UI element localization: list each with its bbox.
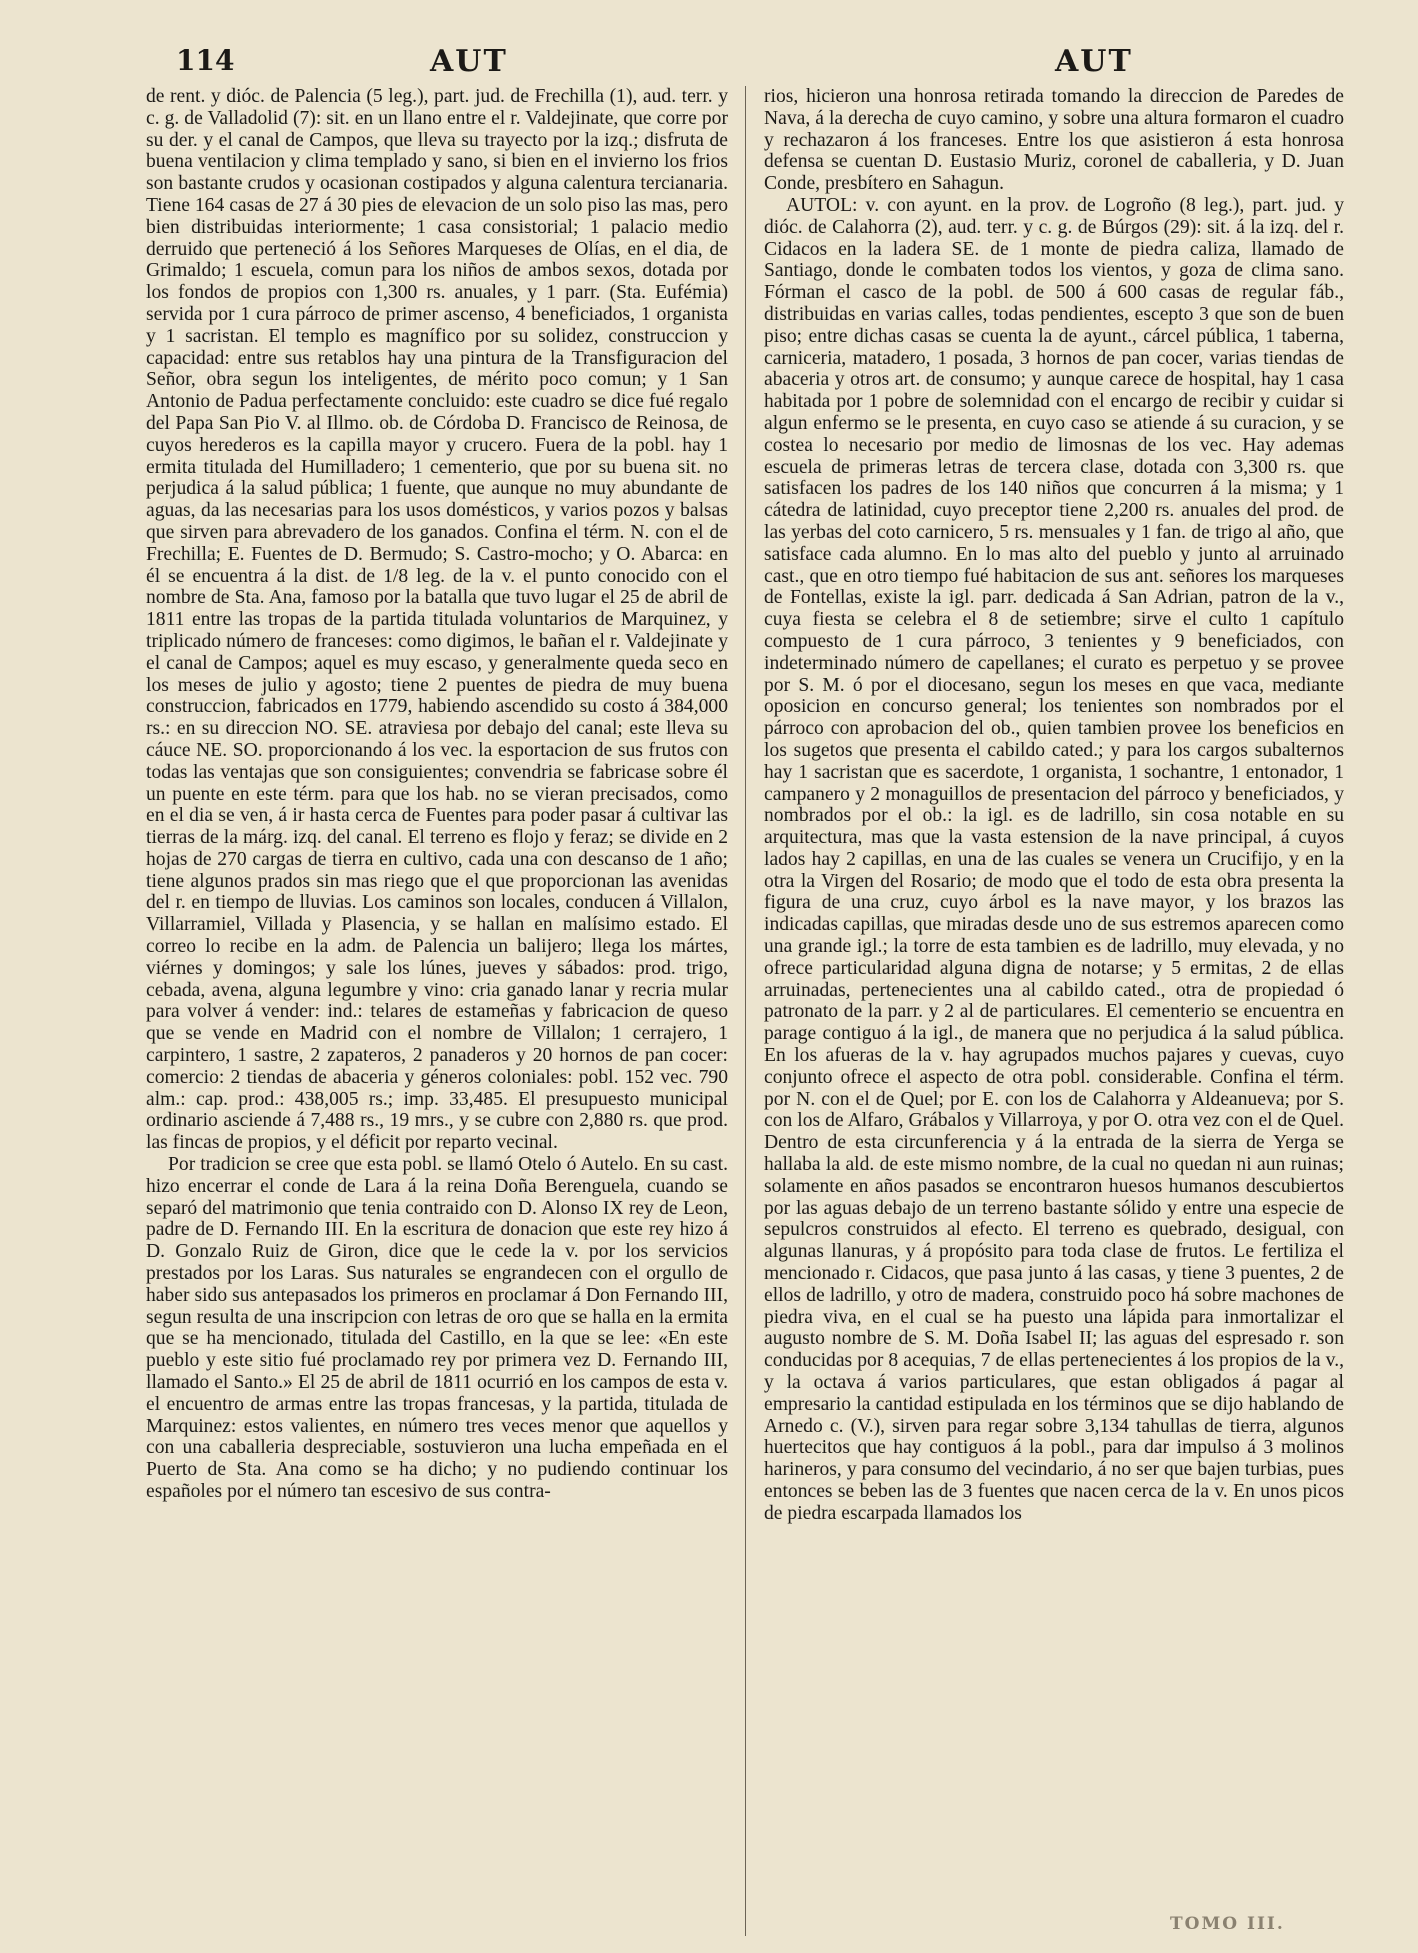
column-divider bbox=[745, 86, 746, 1936]
paragraph: Por tradicion se cree que esta pobl. se llamó Otelo ó Autelo. En su cast. hizo encerrar el conde de Lara á la reina Doña Berenguela, cuando se separó del matrimonio que tenia contraido con D. Alonso IX rey de Leon, padre de D. Fernando III. En la escritura de donacion que este rey hizo á D. Gonzalo Ruiz de Giron, dice que le cede la v. por los servicios prestados por los Laras. Sus naturales se engrandecen con el orgullo de haber sido sus antepasados los primeros en proclamar á Don Fernando III, segun resulta de una inscripcion con letras de oro que se halla en la ermita que se ha mencionado, titulada del Castillo, en la que se lee: «En este pueblo y este sitio fué proclamado rey por primera vez D. Fernando III, llamado el Santo.» El 25 de abril de 1811 ocurrió en los campos de esta v. el encuentro de armas entre las tropas francesas, y la partida, titulada de Marquinez: estos valientes, en número tres veces menor que aquellos y con una caballeria despreciable, sostuvieron una lucha empeñada en el Puerto de Sta. Ana como se ha dicho; y no pudiendo continuar los españoles por el número tan escesivo de sus contra- bbox=[146, 1154, 728, 1502]
page-number: 114 bbox=[176, 44, 235, 77]
running-head-right: AUT bbox=[1055, 44, 1133, 79]
volume-signature: TOMO III. bbox=[1170, 1914, 1285, 1934]
running-head-left: AUT bbox=[430, 44, 508, 79]
left-column bbox=[146, 86, 728, 1936]
paragraph: rios, hicieron una honrosa retirada tomando la direccion de Paredes de Nava, á la derecha de cuyo camino, y sobre una altura formaron el cuadro y rechazaron á los franceses. Entre los que asistieron á esta honrosa defensa se cuentan D. Eustasio Muriz, coronel de caballeria, y D. Juan Conde, presbítero en Sahagun. bbox=[764, 86, 1344, 195]
paragraph: de rent. y dióc. de Palencia (5 leg.), part. jud. de Frechilla (1), aud. terr. y c. g. de Valladolid (7): sit. en un llano entre el r. Valdejinate, que corre por su der. y el canal de Campos, que lleva su trayecto por la izq.; disfruta de buena ventilacion y clima templado y sano, si bien en el invierno los frios son bastante crudos y ocasionan costipados y alguna calentura tercianaria. Tiene 164 casas de 27 á 30 pies de elevacion de un solo piso las mas, pero bien distribuidas interiormente; 1 casa consistorial; 1 palacio medio derruido que perteneció á los Señores Marqueses de Olías, en el dia, de Grimaldo; 1 escuela, comun para los niños de ambos sexos, dotada por los fondos de propios con 1,300 rs. anuales, y 1 parr. (Sta. Eufémia) servida por 1 cura párroco de primer ascenso, 4 beneficiados, 1 organista y 1 sacristan. El templo es magnífico por su solidez, construccion y capacidad: entre sus retablos hay una pintura de la Transfiguracion del Señor, obra segun los inteligentes, de mérito poco comun; y 1 San Antonio de Padua perfectamente concluido: este cuadro se dice fué regalo del Papa San Pio V. al Illmo. ob. de Córdoba D. Francisco de Reinosa, de cuyos herederos es la capilla mayor y crucero. Fuera de la pobl. hay 1 ermita titulada del Humilladero; 1 cementerio, que por su buena sit. no perjudica á la salud pública; 1 fuente, que aunque no muy abundante de aguas, da las necesarias para los usos domésticos, y varios pozos y balsas que sirven para abrevadero de los ganados. Confina el térm. N. con el de Frechilla; E. Fuentes de D. Bermudo; S. Castro-mocho; y O. Abarca: en él se encuentra á la dist. de 1/8 leg. de la v. el punto conocido con el nombre de Sta. Ana, famoso por la batalla que tuvo lugar el 25 de abril de 1811 entre las tropas de la partida titulada voluntarios de Marquinez, y triplicado número de franceses: como digimos, le bañan el r. Valdejinate y el canal de Campos; aquel es muy escaso, y generalmente queda seco en los meses de julio y agosto; tiene 2 puentes de piedra de muy buena construccion, fabricados en 1779, habiendo ascendido su costo á 384,000 rs.: en su direccion NO. SE. atraviesa por debajo del canal; este lleva su cáuce NE. SO. proporcionando á los vec. la esportacion de sus frutos con todas las ventajas que son consiguientes; convendria se fabricase sobre él un puente en este térm. para que los hab. no se vieran precisados, como en el dia se ven, á ir hasta cerca de Fuentes para poder pasar á cultivar las tierras de la márg. izq. del canal. El terreno es flojo y feraz; se divide en 2 hojas de 270 cargas de tierra en cultivo, cada una con descanso de 1 año; tiene algunos prados sin mas riego que el que proporcionan las avenidas del r. en tiempo de lluvias. Los caminos son locales, conducen á Villalon, Villarramiel, Villada y Plasencia, y se hallan en malísimo estado. El correo lo recibe en la adm. de Palencia un balijero; llega los mártes, viérnes y domingos; y sale los lúnes, jueves y sábados: prod. trigo, cebada, avena, alguna legumbre y vino: cria ganado lanar y recria mular para volver á vender: ind.: telares de estameñas y fabricacion de queso que se vende en Madrid con el nombre de Villalon; 1 cerrajero, 1 carpintero, 1 sastre, 2 zapateros, 2 panaderos y 20 hornos de pan cocer: comercio: 2 tiendas de abaceria y géneros coloniales: pobl. 152 vec. 790 alm.: cap. prod.: 438,005 rs.; imp. 33,485. El presupuesto municipal ordinario asciende á 7,488 rs., 19 mrs., y se cubre con 2,880 rs. que prod. las fincas de propios, y el déficit por reparto vecinal. bbox=[146, 86, 728, 1154]
page-header bbox=[0, 40, 1418, 86]
paragraph: AUTOL: v. con ayunt. en la prov. de Logroño (8 leg.), part. jud. y dióc. de Calahorra (2), aud. terr. y c. g. de Búrgos (29): sit. á la izq. del r. Cidacos en la ladera SE. de 1 monte de piedra caliza, llamado de Santiago, donde le combaten todos los vientos, y goza de clima sano. Fórman el casco de la pobl. de 500 á 600 casas de regular fáb., distribuidas en varias calles, todas pendientes, escepto 3 que son de buen piso; entre dichas casas se cuenta la de ayunt., cárcel pública, 1 taberna, carniceria, matadero, 1 posada, 3 hornos de pan cocer, varias tiendas de abaceria y otros art. de consumo; y aunque carece de hospital, hay 1 casa habitada por 1 pobre de solemnidad con el encargo de recibir y cuidar si algun enfermo se le presenta, en cuyo caso se atiende á su curacion, y se costea lo necesario por medio de limosnas de los vec. Hay ademas escuela de primeras letras de tercera clase, dotada con 3,300 rs. que satisfacen los padres de los 140 niños que concurren á la misma; y 1 cátedra de latinidad, cuyo preceptor tiene 2,200 rs. anuales del prod. de las yerbas del coto carnicero, 5 rs. mensuales y 1 fan. de trigo al año, que satisface cada alumno. En lo mas alto del pueblo y junto al arruinado cast., que en otro tiempo fué habitacion de sus ant. señores los marqueses de Fontellas, existe la igl. parr. dedicada á San Adrian, patron de la v., cuya fiesta se celebra el 8 de setiembre; sirve el culto 1 capítulo compuesto de 1 cura párroco, 3 tenientes y 9 beneficiados, con indeterminado número de capellanes; el curato es perpetuo y se provee por S. M. ó por el diocesano, segun los meses en que vaca, mediante oposicion en concurso general; los tenientes son nombrados por el párroco con aprobacion del ob., quien tambien provee los beneficios en los sugetos que presenta el cabildo cated.; y para los cargos subalternos hay 1 sacristan que es sacerdote, 1 organista, 1 sochantre, 1 entonador, 1 campanero y 2 monaguillos de presentacion del párroco y beneficiados, y nombrados por el ob.: la igl. es de ladrillo, sin cosa notable en su arquitectura, mas que la vasta estension de la nave principal, á cuyos lados hay 2 capillas, en una de las cuales se venera un Crucifijo, y en la otra la Virgen del Rosario; de modo que el todo de esta obra presenta la figura de una cruz, cuyo árbol es la nave mayor, y los brazos las indicadas capillas, que miradas desde uno de sus estremos aparecen como una grande igl.; la torre de esta tambien es de ladrillo, muy elevada, y no ofrece particularidad alguna digna de notarse; y 5 ermitas, 2 de ellas arruinadas, pertenecientes una al cabildo cated., otra de propiedad ó patronato de la parr. y 2 al de particulares. El cementerio se encuentra en parage contiguo á la igl., de manera que no perjudica á la salud pública. En los afueras de la v. hay agrupados muchos pajares y cuevas, cuyo conjunto ofrece el aspecto de otra pobl. considerable. Confina el térm. por N. con el de Quel; por E. con los de Calahorra y Aldeanueva; por S. con los de Alfaro, Grábalos y Villarroya, y por O. otra vez con el de Quel. Dentro de esta circunferencia y á la entrada de la sierra de Yerga se hallaba la ald. de este mismo nombre, de la cual no quedan ni aun ruinas; solamente en años pasados se encontraron huesos humanos descubiertos por las aguas debajo de un terreno bastante sólido y entre una especie de sepulcros construidos al efecto. El terreno es quebrado, desigual, con algunas llanuras, y á propósito para toda clase de frutos. Le fertiliza el mencionado r. Cidacos, que pasa junto á las casas, y tiene 3 puentes, 2 de ellos de ladrillo, y otro de madera, construido poco há sobre machones de piedra viva, en el cual se ha puesto una lápida para inmortalizar el augusto nombre de S. M. Doña Isabel II; las aguas del espresado r. son conducidas por 8 acequias, 7 de ellas pertenecientes á los propios de la v., y la octava á varios particulares, que estan obligados á pagar al empresario la cantidad estipulada en los términos que se dijo hablando de Arnedo c. (V.), sirven para regar sobre 3,134 tahullas de tierra, algunos huertecitos que hay contiguos á la pobl., para dar impulso á 3 molinos harineros, y para consumo del vecindario, á no ser que bajen turbias, pues entonces se beben las de 3 fuentes que nacen cerca de la v. En unos picos de piedra escarpada llamados los bbox=[764, 194, 1344, 1524]
right-column bbox=[764, 86, 1344, 1936]
